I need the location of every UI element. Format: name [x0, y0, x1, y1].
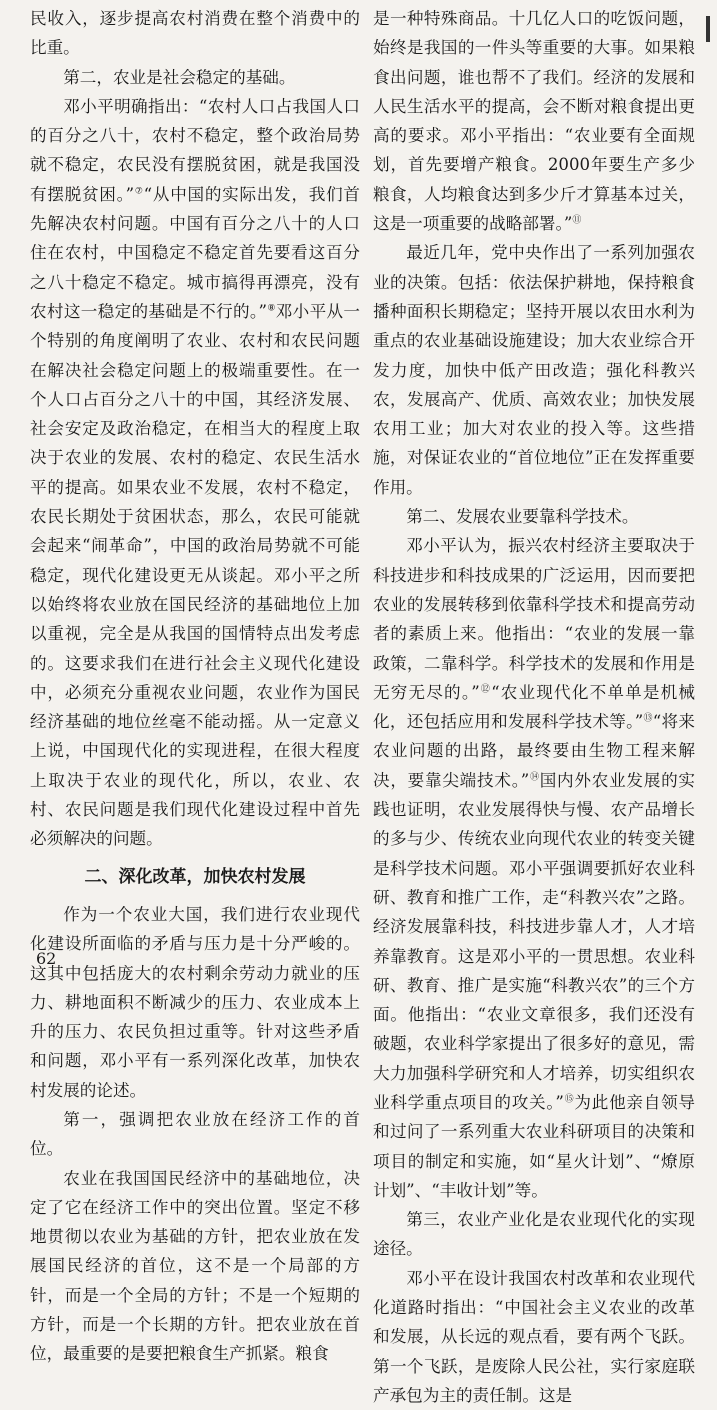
paragraph: 农业在我国国民经济中的基础地位，决定了它在经济工作中的突出位置。坚定不移地贯彻以农业为基础的方针，把农业放在发展国民经济的首位，这不是一个局部的方针，而是一个全局的方针；不是一个短期的方针，而是一个长期的方针。把农业放在首位，最重要的是要把粮食生产抓紧。粮食 — [30, 1168, 360, 1364]
paragraph: 邓小平在设计我国农村改革和农业现代化道路时指出：“中国社会主义农业的改革和发展，从长远的观点看，要有两个飞跃。第一个飞跃，是废除人民公社，实行家庭联产承包为主的责任制。这是 — [373, 1268, 695, 1405]
footnote-marker: ⑧ — [267, 303, 276, 314]
paragraph-text: 是一种特殊商品。十几亿人口的吃饭问题，始终是我国的一件头等重要的大事。如果粮食出问题，谁也帮不了我们。经济的发展和人民生活水平的提高，会不断对粮食提出更高的要求。邓小平指出：“农业要有全面规划，首先要增产粮食。2000年要生产多少粮食，人均粮食达到多少斤才算基本过关，这是一项重要的战略部署。” — [373, 9, 695, 234]
footnote-marker: ⑫ — [479, 684, 492, 695]
paragraph-text: “将来农业问题的出路，最终要由生物工程来解决，要靠尖端技术。” — [373, 712, 695, 790]
footnote-marker: ⑮ — [563, 1094, 575, 1105]
paragraph-text: 邓小平从一个特别的角度阐明了农业、农村和农民问题在解决社会稳定问题上的极端重要性。在一个人口占百分之八十的中国，其经济发展、社会安定及政治稳定，在相当大的程度上取决于农业的发展、农村的稳定、农民生活水平的提高。如果农业不发展，农村不稳定，农民长期处于贫困状态，那么，农民可能就会起来“闹革命”，中国的政治局势就不可能稳定，现代化建设更无从谈起。邓小平之所以始终将农业放在国民经济的基础地位上加以重视，完全是从我国的国情特点出发考虑的。这要求我们在进行社会主义现代化建设中，必须充分重视农业问题，农业作为国民经济基础的地位丝毫不能动摇。从一定意义上说，中国现代化的实现进程，在很大程度上取决于农业的现代化，所以，农业、农村、农民问题是我们现代化建设过程中首先必须解决的问题。 — [30, 301, 360, 849]
footnote-marker: ⑭ — [529, 772, 540, 783]
paragraph — [373, 4, 695, 238]
paragraph-text: 邓小平认为，振兴农村经济主要取决于科技进步和科技成果的广泛运用，因而要把农业的发展转移到依靠科学技术和提高劳动者的素质上来。他指出：“农业的发展一靠政策，二靠科学。科学技术的发展和作用是无穷无尽的。” — [373, 536, 695, 702]
paragraph-text: 为此他亲自领导和过问了一系列重大农业科研项目的决策和项目的制定和实施，如“星火计划”、“燎原计划”、“丰收计划”等。 — [373, 1092, 696, 1200]
footnote-marker: ⑪ — [572, 215, 582, 226]
paragraph: 第二、发展农业要靠科学技术。 — [406, 507, 639, 527]
paragraph: 民收入，逐步提高农村消费在整个消费中的比重。 — [30, 9, 360, 58]
page-number: 62 — [36, 949, 57, 968]
left-column — [30, 4, 360, 1369]
paragraph-text: 国内外农业发展的实践也证明，农业发展得快与慢、农产品增长的多与少、传统农业向现代农业的转变关键是科学技术问题。邓小平强调要抓好农业科研、教育和推广工作，走“科教兴农”之路。经济发展靠科技，科技进步靠人才，人才培养靠教育。这是邓小平的一贯思想。农业科研、教育、推广是实施“科教兴农”的三个方面。他指出：“农业文章很多，我们还没有破题，农业科学家提出了很多好的意见，需大力加强科学研究和人才培养，切实组织农业科学重点项目的攻关。” — [373, 770, 696, 1112]
paragraph: 最近几年，党中央作出了一系列加强农业的决策。包括：依法保护耕地，保持粮食播种面积长期稳定；坚持开展以农田水利为重点的农业基础设施建设；加大农业综合开发力度，加快中低产田改造；强化科教兴农，发展高产、优质、高效农业；加快发展农用工业；加大对农业的投入等。这些措施，对保证农业的“首位地位”正在发挥重要作用。 — [373, 243, 695, 497]
section-heading: 二、深化改革，加快农村发展 — [84, 866, 306, 887]
paragraph: 第三，农业产业化是农业现代化的实现途径。 — [373, 1210, 695, 1259]
paragraph — [373, 531, 695, 1205]
paragraph — [30, 92, 360, 854]
paragraph-text: “农业现代化不单单是机械化，还包括应用和发展科学技术等。” — [373, 682, 695, 732]
footnote-marker: ⑬ — [643, 713, 653, 724]
paragraph-text: “从中国的实际出发，我们首先解决农村问题。中国有百分之八十的人口住在农村，中国稳定不稳定首先要看这百分之八十稳定不稳定。城市搞得再漂亮，没有农村这一稳定的基础是不行的。” — [30, 184, 361, 321]
paragraph: 第二，农业是社会稳定的基础。 — [63, 67, 296, 87]
paragraph: 第一，强调把农业放在经济工作的首位。 — [30, 1109, 360, 1159]
margin-mark — [706, 16, 710, 42]
footnote-marker: ⑦ — [134, 186, 144, 197]
paragraph-text: 邓小平明确指出：“农村人口占我国人口的百分之八十，农村不稳定，整个政治局势就不稳定，农民没有摆脱贫困，就是我国没有摆脱贫困。” — [30, 96, 360, 204]
paragraph: 作为一个农业大国，我们进行农业现代化建设所面临的矛盾与压力是十分严峻的。这其中包括庞大的农村剩余劳动力就业的压力、耕地面积不断减少的压力、农业成本上升的压力、农民负担过重等。针对这些矛盾和问题，邓小平有一系列深化改革，加快农村发展的论述。 — [30, 904, 360, 1100]
right-column — [373, 4, 695, 1410]
